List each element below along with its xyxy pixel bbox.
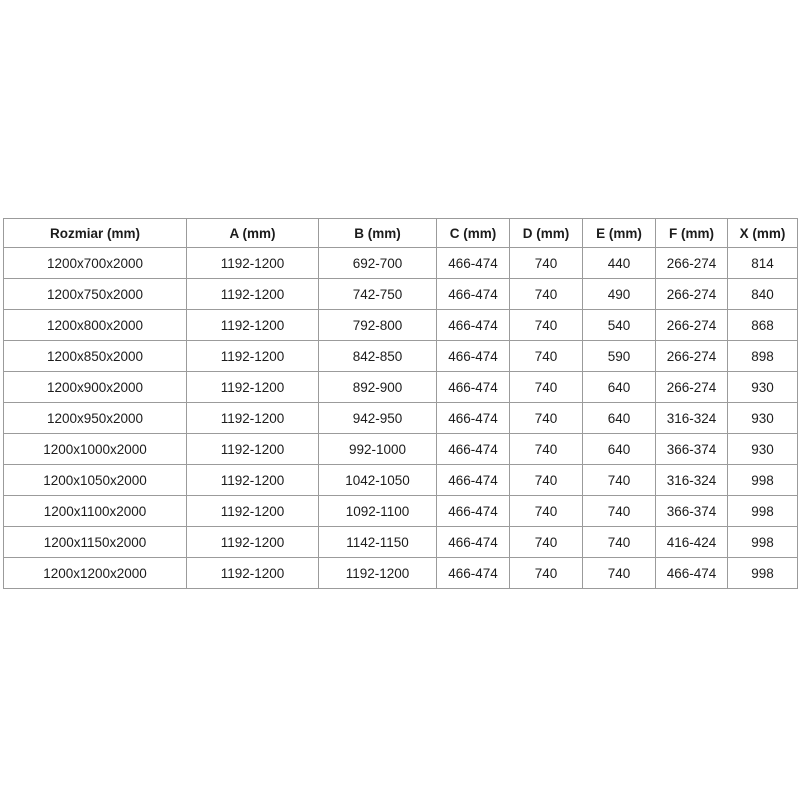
cell-f: 316-324: [656, 403, 728, 434]
cell-b: 842-850: [319, 341, 437, 372]
cell-a: 1192-1200: [187, 372, 319, 403]
cell-e: 490: [583, 279, 656, 310]
cell-e: 640: [583, 434, 656, 465]
table-header: [4, 219, 798, 248]
cell-f: 416-424: [656, 527, 728, 558]
cell-a: 1192-1200: [187, 558, 319, 589]
table-row: [4, 434, 798, 465]
cell-a: 1192-1200: [187, 279, 319, 310]
cell-x: 930: [728, 434, 798, 465]
cell-c: 466-474: [437, 403, 510, 434]
table-row: [4, 341, 798, 372]
cell-c: 466-474: [437, 527, 510, 558]
cell-b: 942-950: [319, 403, 437, 434]
table-row: [4, 465, 798, 496]
cell-x: 998: [728, 558, 798, 589]
table-row: [4, 558, 798, 589]
column-header-d: D (mm): [510, 219, 583, 248]
cell-rozmiar: 1200x750x2000: [4, 279, 187, 310]
cell-rozmiar: 1200x1000x2000: [4, 434, 187, 465]
cell-d: 740: [510, 465, 583, 496]
cell-d: 740: [510, 372, 583, 403]
cell-f: 466-474: [656, 558, 728, 589]
cell-a: 1192-1200: [187, 248, 319, 279]
cell-x: 998: [728, 527, 798, 558]
cell-c: 466-474: [437, 279, 510, 310]
cell-c: 466-474: [437, 310, 510, 341]
cell-b: 692-700: [319, 248, 437, 279]
cell-rozmiar: 1200x800x2000: [4, 310, 187, 341]
cell-f: 266-274: [656, 341, 728, 372]
cell-c: 466-474: [437, 558, 510, 589]
cell-x: 814: [728, 248, 798, 279]
cell-d: 740: [510, 310, 583, 341]
cell-f: 266-274: [656, 310, 728, 341]
cell-c: 466-474: [437, 434, 510, 465]
cell-rozmiar: 1200x1100x2000: [4, 496, 187, 527]
table-row: [4, 248, 798, 279]
table-row: [4, 403, 798, 434]
cell-rozmiar: 1200x950x2000: [4, 403, 187, 434]
cell-b: 992-1000: [319, 434, 437, 465]
cell-f: 266-274: [656, 248, 728, 279]
cell-d: 740: [510, 558, 583, 589]
cell-c: 466-474: [437, 372, 510, 403]
dimensions-table: [3, 218, 798, 589]
column-header-b: B (mm): [319, 219, 437, 248]
cell-a: 1192-1200: [187, 527, 319, 558]
cell-e: 740: [583, 558, 656, 589]
cell-b: 1142-1150: [319, 527, 437, 558]
cell-d: 740: [510, 341, 583, 372]
cell-a: 1192-1200: [187, 465, 319, 496]
cell-e: 540: [583, 310, 656, 341]
cell-c: 466-474: [437, 341, 510, 372]
header-row: [4, 219, 798, 248]
cell-f: 266-274: [656, 279, 728, 310]
cell-e: 740: [583, 496, 656, 527]
cell-rozmiar: 1200x1050x2000: [4, 465, 187, 496]
cell-c: 466-474: [437, 465, 510, 496]
cell-c: 466-474: [437, 248, 510, 279]
cell-e: 440: [583, 248, 656, 279]
column-header-f: F (mm): [656, 219, 728, 248]
cell-b: 892-900: [319, 372, 437, 403]
cell-a: 1192-1200: [187, 403, 319, 434]
column-header-x: X (mm): [728, 219, 798, 248]
cell-x: 930: [728, 372, 798, 403]
cell-e: 590: [583, 341, 656, 372]
cell-e: 740: [583, 527, 656, 558]
cell-d: 740: [510, 403, 583, 434]
cell-d: 740: [510, 248, 583, 279]
table-row: [4, 527, 798, 558]
cell-f: 266-274: [656, 372, 728, 403]
cell-f: 366-374: [656, 496, 728, 527]
cell-b: 1192-1200: [319, 558, 437, 589]
cell-b: 1042-1050: [319, 465, 437, 496]
cell-d: 740: [510, 527, 583, 558]
cell-rozmiar: 1200x850x2000: [4, 341, 187, 372]
cell-a: 1192-1200: [187, 310, 319, 341]
cell-e: 640: [583, 403, 656, 434]
column-header-e: E (mm): [583, 219, 656, 248]
table-row: [4, 372, 798, 403]
table-row: [4, 496, 798, 527]
cell-a: 1192-1200: [187, 434, 319, 465]
cell-rozmiar: 1200x900x2000: [4, 372, 187, 403]
cell-e: 740: [583, 465, 656, 496]
cell-x: 998: [728, 496, 798, 527]
cell-b: 792-800: [319, 310, 437, 341]
table-row: [4, 279, 798, 310]
cell-f: 316-324: [656, 465, 728, 496]
table-row: [4, 310, 798, 341]
cell-rozmiar: 1200x1150x2000: [4, 527, 187, 558]
table-body: [4, 248, 798, 589]
cell-d: 740: [510, 496, 583, 527]
cell-x: 868: [728, 310, 798, 341]
cell-x: 840: [728, 279, 798, 310]
cell-x: 898: [728, 341, 798, 372]
cell-rozmiar: 1200x700x2000: [4, 248, 187, 279]
cell-x: 998: [728, 465, 798, 496]
cell-e: 640: [583, 372, 656, 403]
cell-rozmiar: 1200x1200x2000: [4, 558, 187, 589]
cell-a: 1192-1200: [187, 341, 319, 372]
cell-c: 466-474: [437, 496, 510, 527]
cell-b: 742-750: [319, 279, 437, 310]
cell-d: 740: [510, 434, 583, 465]
cell-b: 1092-1100: [319, 496, 437, 527]
cell-x: 930: [728, 403, 798, 434]
column-header-rozmiar: Rozmiar (mm): [4, 219, 187, 248]
column-header-a: A (mm): [187, 219, 319, 248]
cell-a: 1192-1200: [187, 496, 319, 527]
cell-d: 740: [510, 279, 583, 310]
cell-f: 366-374: [656, 434, 728, 465]
column-header-c: C (mm): [437, 219, 510, 248]
